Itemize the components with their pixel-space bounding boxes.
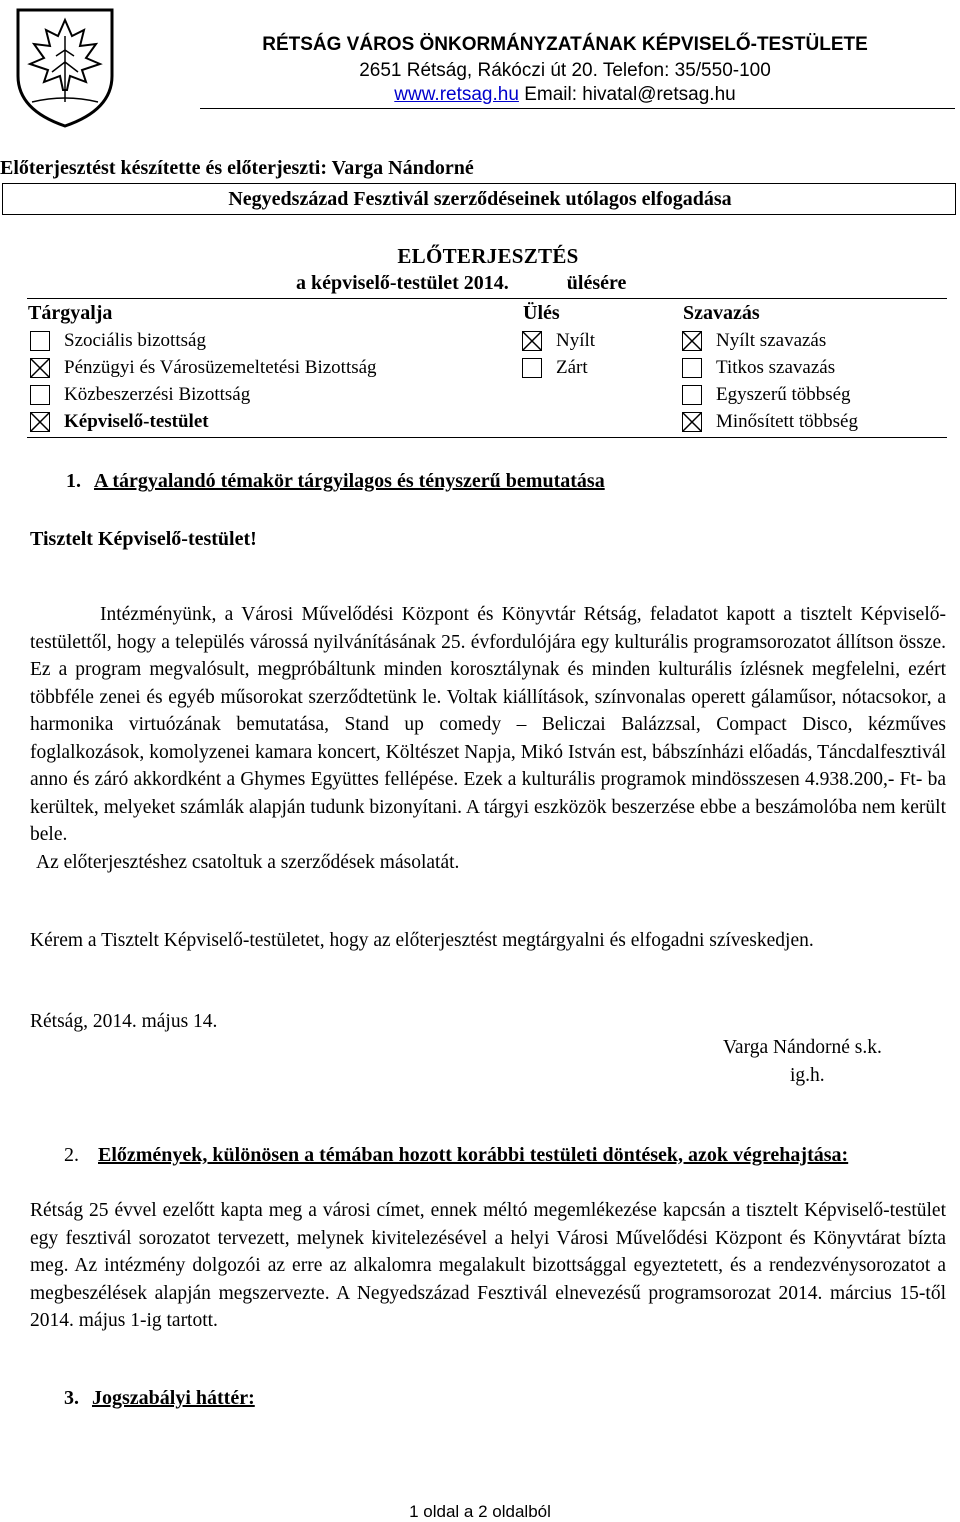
vote-label: Titkos szavazás [716,357,836,378]
body-row-kepviselo [30,411,209,433]
attachment-note: Az előterjesztéshez csatoltuk a szerződések másolatát. [36,851,460,873]
page-footer: 1 oldal a 2 oldalból [409,1502,551,1521]
vote-row-egyszeru [682,384,851,406]
email-text: Email: hivatal@retsag.hu [524,84,736,105]
institution-contacts [130,84,960,106]
meeting-prefix: a képviselő-testület 2014. [296,272,509,294]
vote-row-minositett [682,411,858,433]
meeting-line [296,272,626,295]
targyalja-header: Tárgyalja [28,302,113,324]
section-title: Jogszabályi háttér: [92,1387,255,1409]
section-3-heading [64,1387,255,1410]
vote-label: Minősített többség [716,411,858,432]
body-paragraph: Intézményünk, a Városi Művelődési Központ és Könyvtár Rétság, feladatot kapott a tisztelt Képviselő-testülettől, hogy a település várossá nyilvánításának 25. évfordulójára egy kulturális programsorozatot állítson össze. Ez a program megvalósult, megpróbáltunk minden korosztálynak és minden kulturális ízlésnek megfelelni, ezért többféle zenei és egyéb műsorokat szerződtetünk le. Voltak kiállítások, színvonalas operett gálaműsor, nótacsokor, a harmonika virtuózának bemutatása, Stand up comedy – Beliczai Balázzsal, Compact Disco, kézműves foglalkozások, komolyzenei kamara koncert, Költészet Napja, Mikó István est, bábszínházi előadás, Táncdalfesztivál anno és záró akkordként a Ghymes Együttes fellépése. Ezek a kulturális programok mindösszesen 4.938.200,- Ft- ba kerültek, melyeket számlák alapján tudunk bizonyítani. A tárgyi eszközök beszerzése ebbe a beszámolóba nem került bele. [30,604,946,845]
ules-header: Ülés [523,302,560,324]
section-number: 2. [64,1144,79,1166]
voting-top-rule [27,298,947,299]
presenter-line: Előterjesztést készítette és előterjeszti: Varga Nándorné [0,157,474,179]
body-row-penzugyi [30,357,377,379]
institution-title: RÉTSÁG VÁROS ÖNKORMÁNYZATÁNAK KÉPVISELŐ-TESTÜLETE [262,34,868,55]
signature-role: ig.h. [790,1065,825,1086]
session-row-zart [522,357,588,379]
body-label: Közbeszerzési Bizottság [64,384,251,405]
body-label: Képviselő-testület [64,411,209,432]
section-title: Előzmények, különösen a témában hozott korábbi testületi döntések, azok végrehajtása: [98,1144,849,1166]
checkbox-nyilt[interactable] [522,331,542,351]
city-crest-logo [12,6,118,130]
salutation: Tisztelt Képviselő-testület! [30,528,257,550]
checkbox-zart[interactable] [522,358,542,378]
session-label: Zárt [556,357,588,378]
request-paragraph: Kérem a Tisztelt Képviselő-testületet, hogy az előterjesztést megtárgyalni és elfogadni szíveskedjen. [30,930,814,951]
body-label: Szociális bizottság [64,330,206,351]
subject-title: Negyedszázad Fesztivál szerződéseinek utólagos elfogadása [228,188,732,210]
proposal-title: ELŐTERJESZTÉS [397,244,579,268]
section-number: 1. [66,470,81,492]
body-row-szocialis [30,330,206,352]
checkbox-egyszeru[interactable] [682,385,702,405]
section-title: A tárgyalandó témakör tárgyilagos és tényszerű bemutatása [94,470,605,492]
checkbox-kozbeszerzesi[interactable] [30,385,50,405]
checkbox-penzugyi[interactable] [30,358,50,378]
checkbox-szocialis[interactable] [30,331,50,351]
header-divider [200,108,955,109]
section-2-heading [64,1143,946,1168]
checkbox-nyilt-szavazas[interactable] [682,331,702,351]
body-row-kozbeszerzesi [30,384,250,406]
section-2-body: Rétság 25 évvel ezelőtt kapta meg a városi címet, ennek méltó megemlékezése kapcsán a tisztelt Képviselő-testület egy fesztivál sorozatot tervezett, melynek kivitelezésével a helyi Városi Művelődési Központ és Könyvtárat bízta meg. Az intézmény dolgozói az erre az alkalomra megalakult bizottsággal egyeztetett, és a rendezvénysorozatot a megbeszélések alapján megszervezte. A Negyedszázad Fesztivál elnevezésű programsorozat 2014. március 15-től 2014. május 1-ig tartott. [30,1200,946,1331]
checkbox-titkos[interactable] [682,358,702,378]
voting-bottom-rule [27,437,947,438]
session-row-nyilt [522,330,595,352]
section-1-body [30,601,946,876]
institution-address: 2651 Rétság, Rákóczi út 20. Telefon: 35/550-100 [359,60,771,81]
session-label: Nyílt [556,330,596,351]
vote-row-nyilt-szavazas [682,330,826,352]
vote-label: Egyszerű többség [716,384,851,405]
meeting-suffix: ülésére [566,272,627,294]
szavazas-header: Szavazás [683,302,760,324]
checkbox-kepviselo[interactable] [30,412,50,432]
section-number: 3. [64,1387,79,1409]
vote-label: Nyílt szavazás [716,330,827,351]
checkbox-minositett[interactable] [682,412,702,432]
website-link[interactable]: www.retsag.hu [394,84,519,105]
body-label: Pénzügyi és Városüzemeltetési Bizottság [64,357,377,378]
vote-row-titkos [682,357,835,379]
date-line: Rétság, 2014. május 14. [30,1011,218,1032]
signature-name: Varga Nándorné s.k. [723,1037,882,1058]
section-1-heading [66,470,605,493]
